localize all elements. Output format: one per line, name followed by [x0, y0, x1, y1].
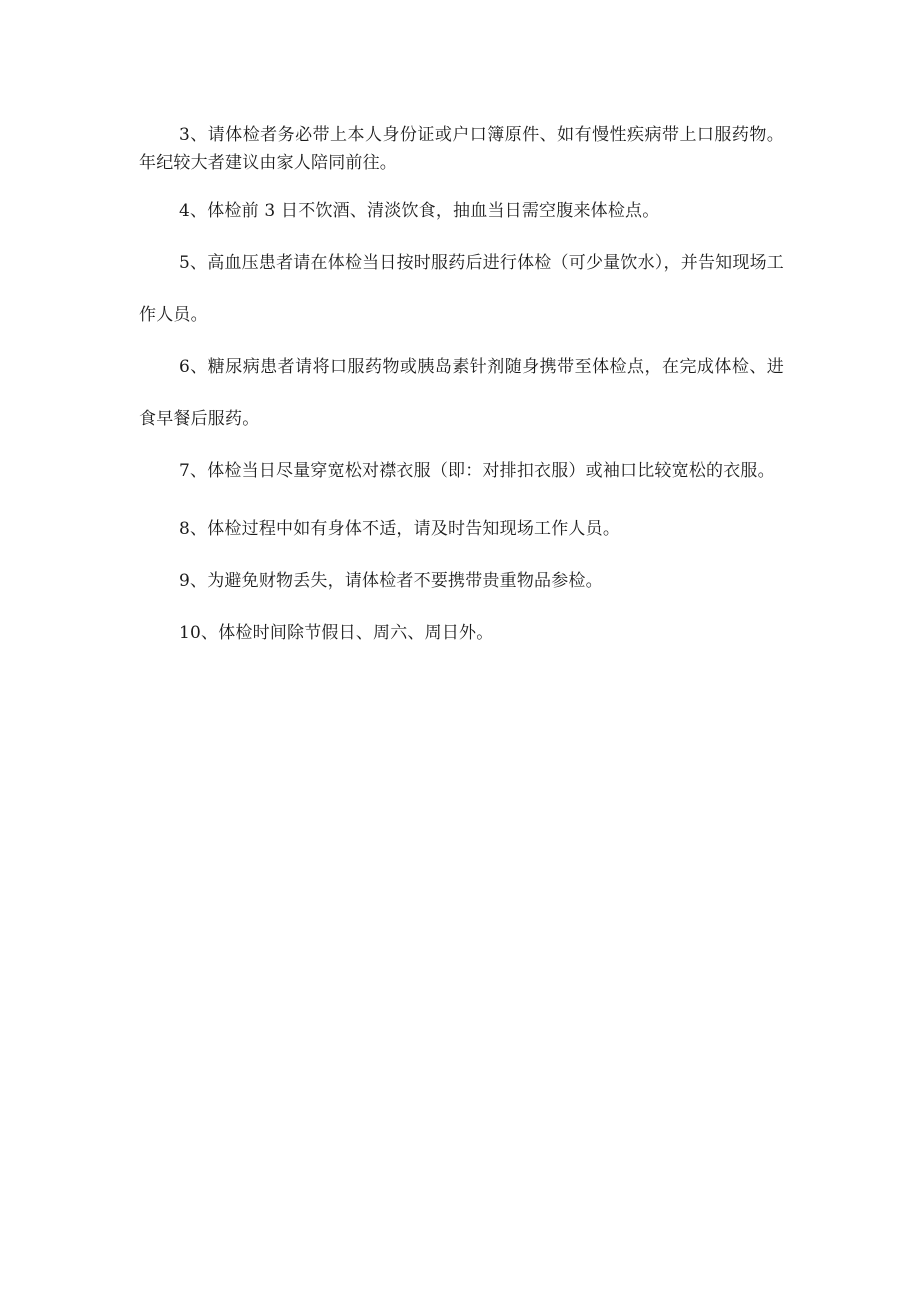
notice-item-9: 9、为避免财物丢失，请体检者不要携带贵重物品参检。: [179, 571, 603, 591]
notice-item-3: 3、请体检者务必带上本人身份证或户口簿原件、如有慢性疾病带上口服药物。年纪较大者建议由家人陪同前往。: [139, 125, 784, 173]
notice-list: [139, 121, 784, 647]
notice-item-8: 8、体检过程中如有身体不适，请及时告知现场工作人员。: [179, 519, 621, 539]
notice-item-5: 5、高血压患者请在体检当日按时服药后进行体检（可少量饮水），并告知现场工作人员。: [139, 253, 784, 325]
notice-item-4: 4、体检前 3 日不饮酒、清淡饮食，抽血当日需空腹来体检点。: [179, 201, 660, 221]
notice-item-6: 6、糖尿病患者请将口服药物或胰岛素针剂随身携带至体检点，在完成体检、进食早餐后服药。: [139, 357, 784, 429]
notice-item-10: 10、体检时间除节假日、周六、周日外。: [179, 623, 494, 643]
notice-item-7: 7、体检当日尽量穿宽松对襟衣服（即：对排扣衣服）或袖口比较宽松的衣服。: [179, 461, 775, 481]
